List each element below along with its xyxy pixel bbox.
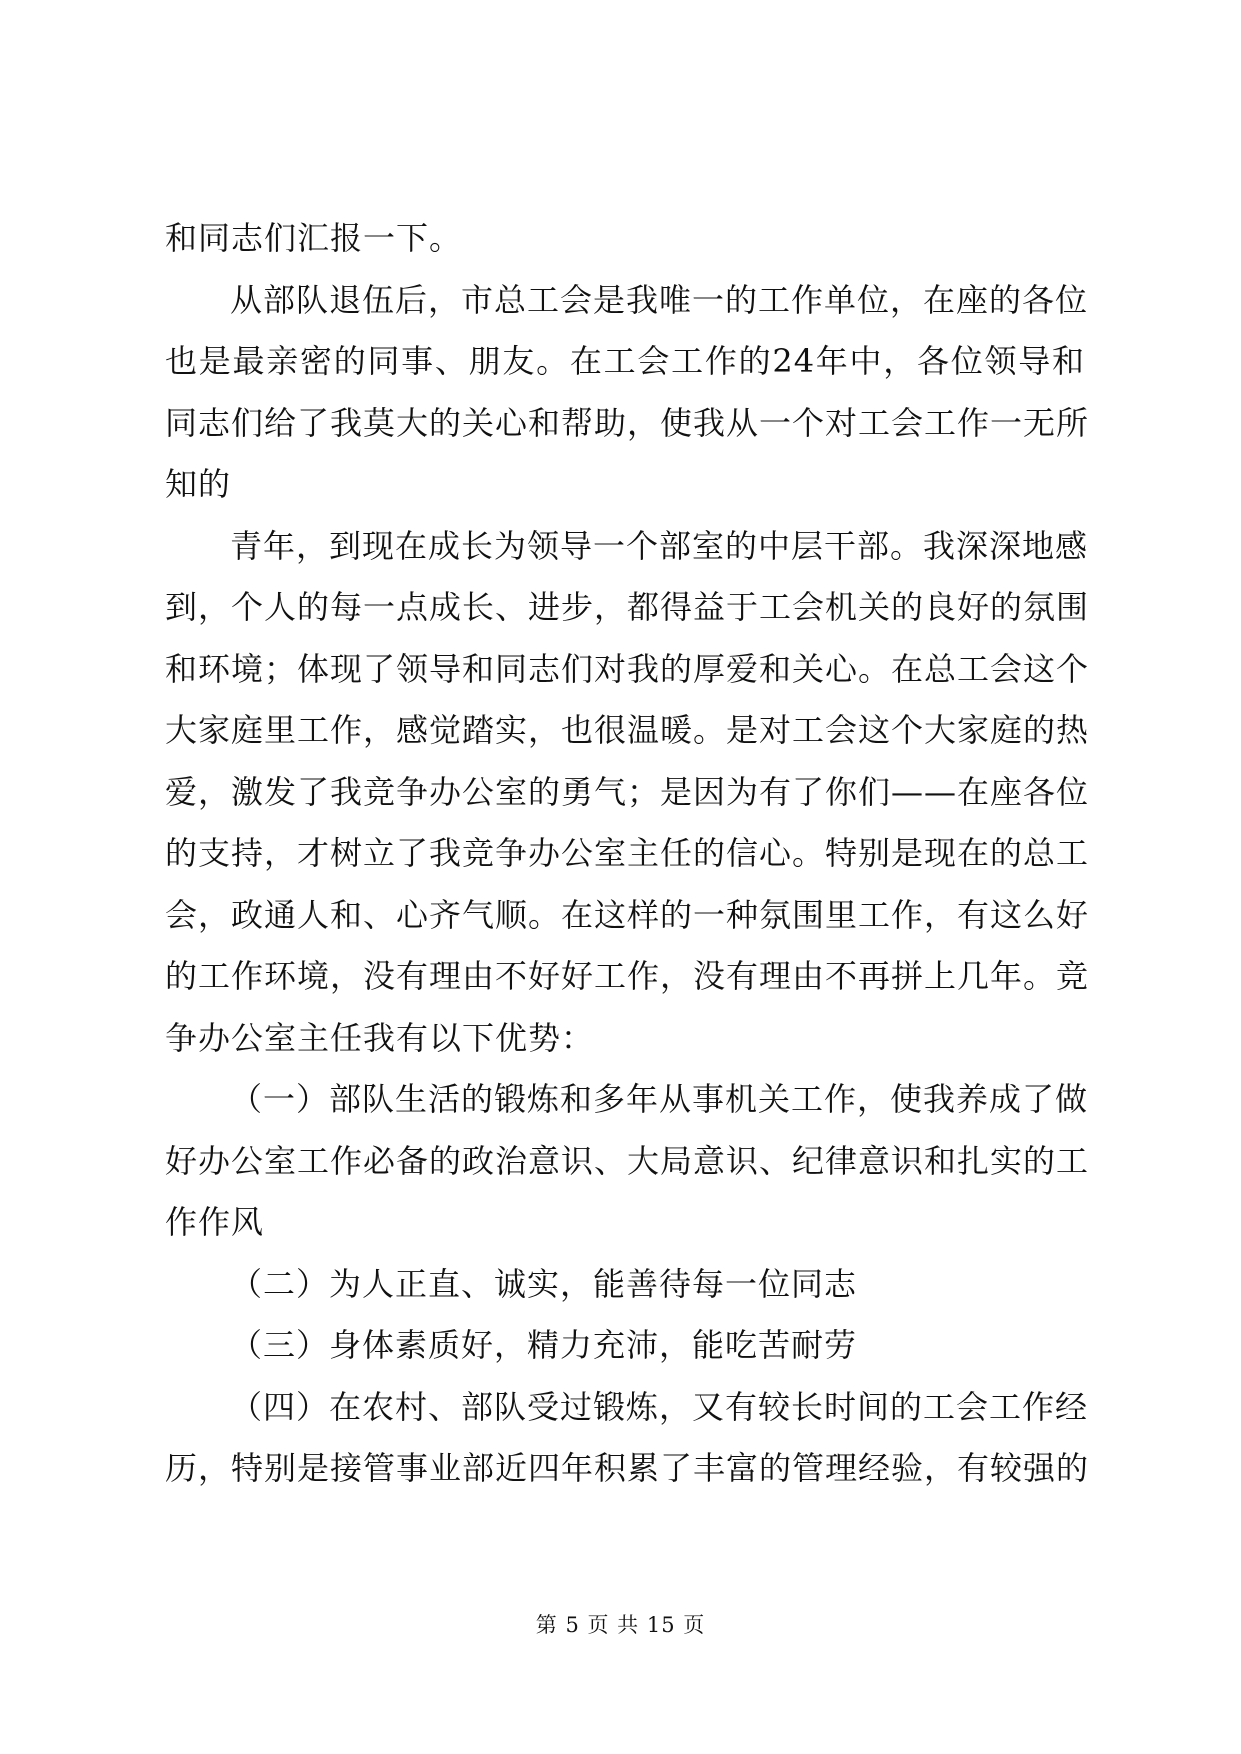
text-line: 同志们给了我莫大的关心和帮助，使我从一个对工会工作一无所 bbox=[165, 403, 1090, 442]
text-line: （四）在农村、部队受过锻炼，又有较长时间的工会工作经 bbox=[230, 1387, 1089, 1426]
paragraph-7 bbox=[165, 1377, 1090, 1500]
paragraph-4 bbox=[165, 1069, 1090, 1254]
text-line: 从部队退伍后，市总工会是我唯一的工作单位，在座的各位 bbox=[230, 280, 1089, 319]
text-line: 的支持，才树立了我竞争办公室主任的信心。特别是现在的总工 bbox=[165, 834, 1090, 872]
paragraph-1 bbox=[165, 208, 1085, 270]
text-line: 知的 bbox=[165, 465, 232, 503]
paragraph-2 bbox=[165, 270, 1090, 516]
text-line: 历，特别是接管事业部近四年积累了丰富的管理经验，有较强的 bbox=[165, 1449, 1090, 1487]
text-line: 会，政通人和、心齐气顺。在这样的一种氛围里工作，有这么好 bbox=[165, 895, 1090, 934]
text-line: （三）身体素质好，精力充沛，能吃苦耐劳 bbox=[230, 1326, 858, 1364]
text-line: 作作风 bbox=[165, 1203, 265, 1241]
text-line: 青年，到现在成长为领导一个部室的中层干部。我深深地感 bbox=[230, 526, 1089, 565]
text-line: 到，个人的每一点成长、进步，都得益于工会机关的良好的氛围 bbox=[165, 588, 1090, 626]
text-line: 好办公室工作必备的政治意识、大局意识、纪律意识和扎实的工 bbox=[165, 1141, 1090, 1180]
text-line: 和环境；体现了领导和同志们对我的厚爱和关心。在总工会这个 bbox=[165, 649, 1090, 688]
text-line: 爱，激发了我竞争办公室的勇气；是因为有了你们——在座各位 bbox=[165, 772, 1090, 811]
paragraph-6 bbox=[165, 1315, 1085, 1377]
text-line: 也是最亲密的同事、朋友。在工会工作的24年中，各位领导和 bbox=[165, 342, 1085, 380]
text-line: （一）部队生活的锻炼和多年从事机关工作，使我养成了做 bbox=[230, 1080, 1089, 1118]
text-line: （二）为人正直、诚实，能善待每一位同志 bbox=[230, 1264, 858, 1303]
text-line: 大家庭里工作，感觉踏实，也很温暖。是对工会这个大家庭的热 bbox=[165, 711, 1090, 749]
page-number-footer: 第 5 页 共 15 页 bbox=[535, 1613, 706, 1637]
paragraph-3 bbox=[165, 516, 1090, 1070]
paragraph-5 bbox=[165, 1254, 1085, 1316]
text-line: 争办公室主任我有以下优势： bbox=[165, 1018, 595, 1057]
text-line: 的工作环境，没有理由不好好工作，没有理由不再拼上几年。竞 bbox=[165, 957, 1090, 995]
document-body bbox=[165, 208, 1090, 1500]
text-line: 和同志们汇报一下。 bbox=[165, 219, 463, 257]
